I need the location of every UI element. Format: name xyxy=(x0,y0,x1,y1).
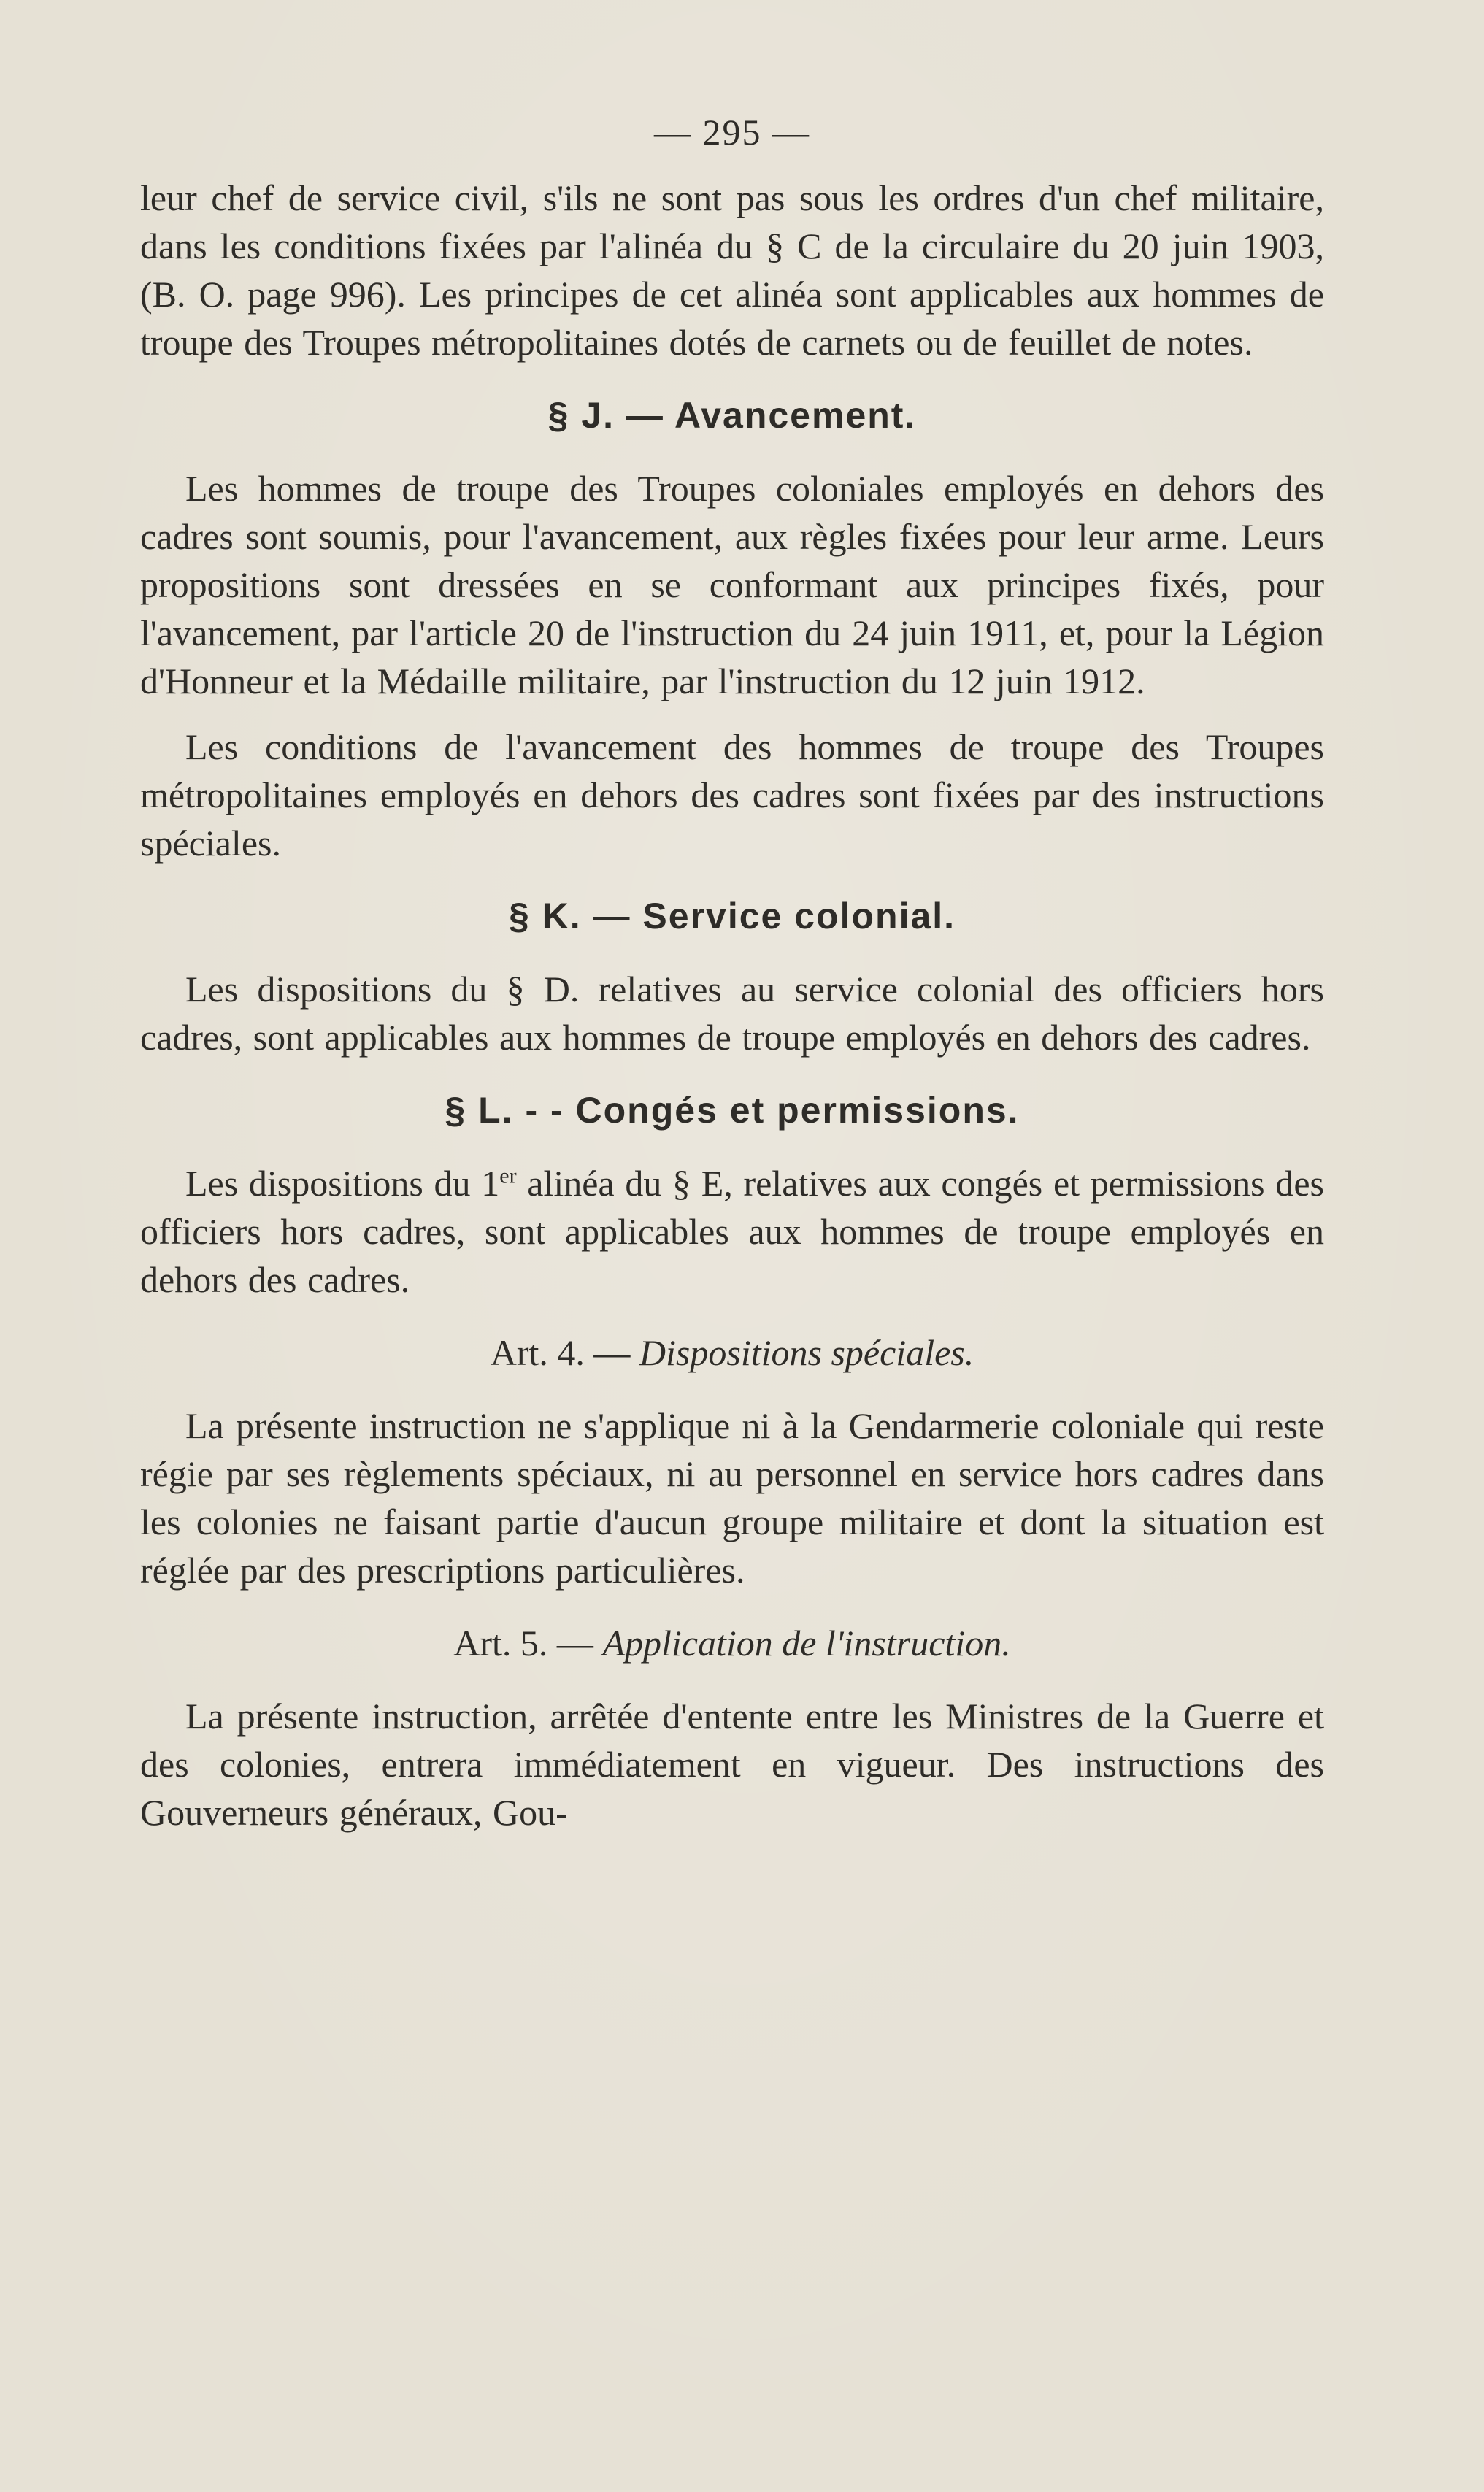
section-heading-avancement: § J. — Avancement. xyxy=(547,395,917,436)
article-5-label: Art. 5. — xyxy=(453,1623,603,1664)
paragraph-conges-permissions xyxy=(140,1159,1324,1304)
paragraph-conges-text-start: Les dispositions du 1 xyxy=(185,1163,500,1204)
paragraph-conges-text-end: alinéa du § E, relatives aux congés et permissions des officiers hors cadres, sont applicables aux hommes de troupe employés en dehors des cadres. xyxy=(140,1163,1324,1300)
section-heading-service-colonial: § K. — Service colonial. xyxy=(508,896,956,937)
paragraph-dispositions-speciales: La présente instruction ne s'applique ni à la Gendarmerie coloniale qui reste régie par ses règlements spéciaux, ni au personnel en service hors cadres dans les colonies ne faisant partie d'aucun groupe militaire et dont la situation est réglée par des prescriptions particulières. xyxy=(140,1405,1324,1591)
page-body xyxy=(140,109,1324,1837)
article-4-title: Dispositions spéciales. xyxy=(639,1332,974,1373)
article-5-title: Application de l'instruction. xyxy=(602,1623,1011,1664)
article-4-label: Art. 4. — xyxy=(490,1332,639,1373)
page-number: — 295 — xyxy=(654,112,810,153)
superscript-er: er xyxy=(499,1164,517,1188)
paragraph-service-colonial: Les dispositions du § D. relatives au service colonial des officiers hors cadres, sont applicables aux hommes de troupe employés en dehors des cadres. xyxy=(140,969,1324,1058)
section-heading-conges-permissions: § L. - - Congés et permissions. xyxy=(445,1090,1020,1131)
article-4-heading xyxy=(140,1328,1324,1377)
paragraph-avancement-metropolitaines: Les conditions de l'avancement des hommes de troupe des Troupes métropolitaines employés en dehors des cadres sont fixées par des instructions spéciales. xyxy=(140,726,1324,864)
paragraph-avancement-coloniales: Les hommes de troupe des Troupes coloniales employés en dehors des cadres sont soumis, pour l'avancement, aux règles fixées pour leur arme. Leurs propositions sont dressées en se conformant aux principes fixés, pour l'avancement, par l'article 20 de l'instruction du 24 juin 1911, et, pour la Légion d'Honneur et la Médaille militaire, par l'instruction du 12 juin 1912. xyxy=(140,468,1324,701)
paragraph-continuation: leur chef de service civil, s'ils ne sont pas sous les ordres d'un chef militaire, dans les conditions fixées par l'alinéa du § C de la circulaire du 20 juin 1903, (B. O. page 996). Les principes de cet alinéa sont applicables aux hommes de troupe des Troupes métropolitaines dotés de carnets ou de feuillet de notes. xyxy=(140,177,1324,363)
paragraph-application: La présente instruction, arrêtée d'entente entre les Ministres de la Guerre et des colonies, entrera immédiatement en vigueur. Des instructions des Gouverneurs généraux, Gou- xyxy=(140,1696,1324,1833)
article-5-heading xyxy=(140,1619,1324,1667)
